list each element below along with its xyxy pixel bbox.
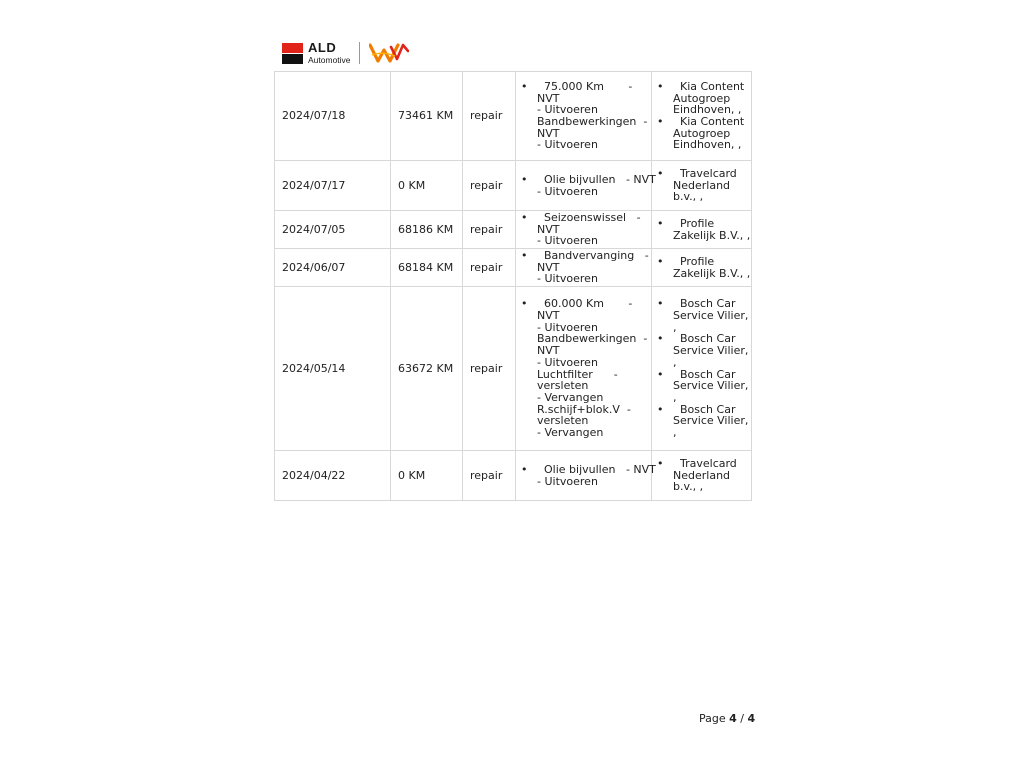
dealer-line: • Bosch Car <box>673 332 736 346</box>
activity-line: Bandbewerkingen - <box>537 332 648 346</box>
mileage-cell: 0 KM <box>391 161 463 211</box>
date-cell: 2024/04/22 <box>275 451 391 501</box>
dealer-item <box>659 404 751 439</box>
activity-line: • 75.000 Km - <box>537 79 633 93</box>
dealer-cell <box>652 161 752 211</box>
dealer-line: • Kia Content <box>673 115 745 128</box>
activity-line: • Olie bijvullen - NVT <box>537 172 656 186</box>
activity-line: - Uitvoeren <box>537 138 598 152</box>
dealer-line: Eindhoven, , <box>673 103 742 117</box>
dealer-line: • Profile <box>673 254 715 268</box>
mileage-cell: 68186 KM <box>391 211 463 249</box>
activities-cell <box>516 211 652 249</box>
brand-sub: Automotive <box>308 55 351 66</box>
activity-line: versleten <box>537 414 589 428</box>
activity-line: NVT <box>537 222 560 236</box>
table-row <box>275 72 752 161</box>
type-cell: repair <box>463 249 516 287</box>
activity-line: - Uitvoeren <box>537 355 598 369</box>
date-cell: 2024/07/17 <box>275 161 391 211</box>
logo-divider <box>359 42 360 64</box>
ald-wordmark <box>308 41 351 65</box>
activity-item <box>523 250 651 285</box>
mileage-cell: 63672 KM <box>391 287 463 451</box>
activity-line: NVT <box>537 126 560 140</box>
dealer-line: , <box>673 390 677 404</box>
mileage-cell: 68184 KM <box>391 249 463 287</box>
dealer-cell <box>652 211 752 249</box>
dealer-line: b.v., , <box>673 480 704 494</box>
type-cell: repair <box>463 451 516 501</box>
table-row <box>275 451 752 501</box>
dealer-item <box>659 369 751 404</box>
activity-line: • Olie bijvullen - NVT <box>537 462 656 476</box>
activities-cell <box>516 451 656 501</box>
dealer-line: Nederland <box>673 468 731 482</box>
activity-line: R.schijf+blok.V - <box>537 402 631 416</box>
activity-line: • 60.000 Km - <box>537 297 633 311</box>
dealer-cell <box>652 451 752 501</box>
dealer-line: b.v., , <box>673 190 704 204</box>
activities-cell <box>516 249 652 287</box>
dealer-line: Zakelijk B.V., , <box>673 228 751 242</box>
dealer-item <box>659 333 751 368</box>
page-current: 4 <box>729 712 737 725</box>
dealer-item <box>659 168 751 203</box>
page-total: 4 <box>747 712 756 725</box>
page-label: Page <box>699 712 726 725</box>
type-cell: repair <box>463 72 516 161</box>
dealer-line: , <box>673 355 677 369</box>
activity-line: NVT <box>537 344 560 358</box>
dealer-item <box>659 81 751 116</box>
dealer-line: • Kia Content <box>673 79 745 93</box>
dealer-item <box>659 116 751 151</box>
mileage-cell: 0 KM <box>391 451 463 501</box>
dealer-line: , <box>673 320 677 334</box>
dealer-item <box>659 298 751 333</box>
activity-item <box>523 81 651 151</box>
activities-cell <box>516 287 652 451</box>
dealer-line: Nederland <box>673 178 731 192</box>
activity-line: versleten <box>537 379 589 393</box>
dealer-line: Autogroep <box>673 126 731 140</box>
activity-item <box>523 212 651 247</box>
activity-line: - Uitvoeren <box>537 234 598 248</box>
dealer-line: Service Vilier, <box>673 379 749 393</box>
partner-w-logo-icon <box>369 41 409 65</box>
table-row <box>275 161 752 211</box>
mileage-cell: 73461 KM <box>391 72 463 161</box>
dealer-line: • Travelcard <box>673 166 737 180</box>
type-cell: repair <box>463 287 516 451</box>
dealer-line: Zakelijk B.V., , <box>673 266 751 280</box>
dealer-line: • Bosch Car <box>673 367 736 381</box>
dealer-line: , <box>673 426 677 440</box>
ald-logo-icon <box>282 43 303 64</box>
activities-cell <box>516 72 652 161</box>
activity-line: NVT <box>537 260 560 274</box>
dealer-line: Service Vilier, <box>673 308 749 322</box>
dealer-cell <box>652 287 752 451</box>
dealer-item <box>659 256 751 279</box>
dealer-line: Autogroep <box>673 91 731 105</box>
table-row <box>275 287 752 451</box>
table-row <box>275 249 752 287</box>
page-separator: / <box>740 712 745 725</box>
dealer-line: • Bosch Car <box>673 297 736 311</box>
dealer-line: Service Vilier, <box>673 414 749 428</box>
table-row <box>275 211 752 249</box>
maintenance-history-table <box>274 71 752 501</box>
activity-line: - Uitvoeren <box>537 320 598 334</box>
activity-line: • Seizoenswissel - <box>537 210 641 224</box>
activities-cell <box>516 161 656 211</box>
activity-line: Luchtfilter - <box>537 367 618 381</box>
dealer-line: Service Vilier, <box>673 344 749 358</box>
type-cell: repair <box>463 161 516 211</box>
type-cell: repair <box>463 211 516 249</box>
dealer-line: • Profile <box>673 216 715 230</box>
activity-line: - Vervangen <box>537 426 604 440</box>
activity-line: - Uitvoeren <box>537 103 598 117</box>
brand-name: ALD <box>308 40 337 56</box>
header-logo <box>282 40 409 66</box>
activity-item <box>523 172 656 198</box>
date-cell: 2024/07/18 <box>275 72 391 161</box>
date-cell: 2024/06/07 <box>275 249 391 287</box>
date-cell: 2024/07/05 <box>275 211 391 249</box>
activity-line: • Bandvervanging - <box>537 248 649 262</box>
activity-line: - Vervangen <box>537 390 604 404</box>
activity-item <box>523 298 651 438</box>
dealer-line: • Bosch Car <box>673 402 736 416</box>
activity-line: - Uitvoeren <box>537 272 598 286</box>
date-cell: 2024/05/14 <box>275 287 391 451</box>
page-footer <box>699 712 755 725</box>
activity-line: - Uitvoeren <box>537 184 598 198</box>
dealer-line: • Travelcard <box>673 456 737 470</box>
dealer-cell <box>652 249 752 287</box>
activity-line: Bandbewerkingen - <box>537 115 648 128</box>
dealer-line: Eindhoven, , <box>673 138 742 152</box>
dealer-item <box>659 218 751 241</box>
activity-line: NVT <box>537 308 560 322</box>
activity-item <box>523 462 656 488</box>
activity-line: - Uitvoeren <box>537 474 598 488</box>
dealer-item <box>659 458 751 493</box>
activity-line: NVT <box>537 91 560 105</box>
dealer-cell <box>652 72 752 161</box>
